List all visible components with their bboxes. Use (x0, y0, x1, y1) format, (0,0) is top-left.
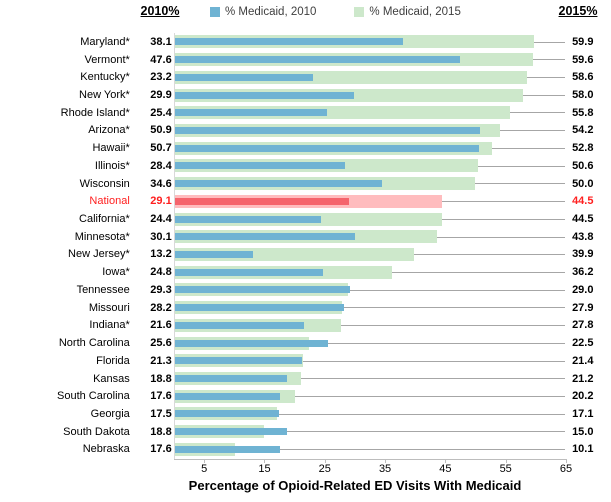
bar-area (174, 175, 565, 193)
value-2010: 24.4 (150, 213, 172, 226)
value-2010: 17.6 (150, 390, 172, 403)
bar-area (174, 405, 565, 423)
state-label: National (89, 195, 130, 208)
state-label: Nebraska (82, 443, 130, 456)
value-2015: 20.2 (572, 390, 594, 403)
bar-area (174, 441, 565, 459)
chart-row (0, 317, 611, 335)
chart-row (0, 352, 611, 370)
chart-row (0, 370, 611, 388)
chart-row (0, 175, 611, 193)
column-header-2015: 2015% (558, 4, 598, 18)
leader-line (414, 254, 565, 255)
value-2015: 52.8 (572, 142, 594, 155)
bar-area (174, 139, 565, 157)
leader-line (392, 272, 565, 273)
leader-line (475, 183, 565, 184)
value-2015: 55.8 (572, 106, 594, 119)
bar-area (174, 157, 565, 175)
x-tick-label: 35 (378, 462, 392, 475)
state-label: Iowa* (102, 266, 130, 279)
value-2010: 38.1 (150, 35, 172, 48)
bar-area (174, 334, 565, 352)
legend-label-2015: % Medicaid, 2015 (369, 6, 461, 18)
bar-area (174, 33, 565, 51)
value-2010: 30.1 (150, 230, 172, 243)
value-2015: 10.1 (572, 443, 594, 456)
chart-row (0, 104, 611, 122)
bar-area (174, 423, 565, 441)
leader-line (303, 361, 566, 362)
value-2010: 21.3 (150, 354, 172, 367)
value-2015: 44.5 (572, 195, 594, 208)
state-label: Vermont* (84, 53, 130, 66)
leader-line (350, 290, 565, 291)
bar-2010 (174, 127, 480, 134)
bar-area (174, 86, 565, 104)
legend-item-2010 (210, 6, 316, 18)
bar-2010 (174, 180, 382, 187)
bar-area (174, 122, 565, 140)
bar-area (174, 246, 565, 264)
x-axis (174, 459, 573, 475)
state-label: Minnesota* (74, 230, 130, 243)
value-2015: 27.8 (572, 319, 594, 332)
leader-line (287, 431, 565, 432)
value-2015: 50.6 (572, 159, 594, 172)
bar-2010 (174, 162, 345, 169)
state-label: North Carolina (58, 337, 130, 350)
value-2010: 24.8 (150, 266, 172, 279)
value-2010: 29.3 (150, 283, 172, 296)
chart-row (0, 157, 611, 175)
legend-item-2015 (354, 6, 460, 18)
x-tick-label: 15 (258, 462, 271, 475)
x-tick-label: 65 (559, 462, 573, 475)
value-2015: 50.0 (572, 177, 594, 190)
x-tick-label: 55 (499, 462, 512, 475)
chart-rows (0, 33, 611, 458)
bar-2010 (174, 340, 328, 347)
state-label: Kansas (93, 372, 130, 385)
value-2010: 23.2 (150, 71, 172, 84)
x-axis-title: Percentage of Opioid-Related ED Visits With Medicaid (188, 478, 522, 493)
bar-2010 (174, 198, 349, 205)
chart-row (0, 210, 611, 228)
bar-area (174, 352, 565, 370)
column-header-2010: 2010% (140, 4, 180, 18)
value-2015: 59.9 (572, 35, 594, 48)
state-label: Georgia (90, 407, 130, 420)
chart-row (0, 33, 611, 51)
state-label: Indiana* (89, 319, 130, 332)
legend-swatch-2015-icon (354, 7, 364, 17)
state-label: Illinois* (94, 159, 130, 172)
bar-2010 (174, 446, 280, 453)
value-2010: 17.6 (150, 443, 172, 456)
chart-row (0, 299, 611, 317)
legend (210, 6, 461, 18)
bar-2010 (174, 393, 280, 400)
state-label: Florida (96, 354, 130, 367)
bar-2010 (174, 304, 344, 311)
value-2010: 28.4 (150, 159, 172, 172)
state-label: Kentucky* (80, 71, 130, 84)
value-2010: 34.6 (150, 177, 172, 190)
leader-line (523, 95, 565, 96)
bar-area (174, 104, 565, 122)
chart-row (0, 192, 611, 210)
value-2010: 18.8 (150, 425, 172, 438)
value-2015: 36.2 (572, 266, 594, 279)
leader-line (510, 112, 565, 113)
state-label: South Carolina (57, 390, 130, 403)
value-2015: 39.9 (572, 248, 594, 261)
bar-2010 (174, 109, 327, 116)
leader-line (500, 130, 565, 131)
bar-2010 (174, 251, 253, 258)
state-label: New York* (79, 89, 130, 102)
leader-line (301, 378, 565, 379)
chart-row (0, 228, 611, 246)
value-2010: 21.6 (150, 319, 172, 332)
x-tick-label: 25 (318, 462, 331, 475)
value-2015: 29.0 (572, 283, 594, 296)
bar-area (174, 370, 565, 388)
value-2015: 58.0 (572, 89, 594, 102)
value-2010: 17.5 (150, 407, 172, 420)
state-label: Wisconsin (79, 177, 130, 190)
state-label: Tennessee (76, 283, 130, 296)
bar-area (174, 281, 565, 299)
chart-row (0, 86, 611, 104)
leader-line (295, 396, 565, 397)
x-tick-label: 5 (201, 462, 208, 475)
bar-area (174, 210, 565, 228)
value-2015: 54.2 (572, 124, 594, 137)
value-2010: 25.6 (150, 337, 172, 350)
value-2010: 13.2 (150, 248, 172, 261)
state-label: Maryland* (80, 35, 130, 48)
value-2015: 59.6 (572, 53, 594, 66)
leader-line (534, 42, 565, 43)
leader-line (442, 201, 565, 202)
bar-area (174, 317, 565, 335)
bar-2010 (174, 216, 321, 223)
leader-line (527, 77, 566, 78)
bar-2010 (174, 375, 287, 382)
bar-2010 (174, 233, 355, 240)
chart-row (0, 281, 611, 299)
chart-row (0, 334, 611, 352)
chart-row (0, 68, 611, 86)
bar-2010 (174, 74, 314, 81)
leader-line (341, 325, 565, 326)
legend-swatch-2010-icon (210, 7, 220, 17)
chart-row (0, 139, 611, 157)
state-label: California* (79, 213, 130, 226)
value-2015: 43.8 (572, 230, 594, 243)
chart-row (0, 51, 611, 69)
value-2010: 47.6 (150, 53, 172, 66)
leader-line (442, 219, 565, 220)
chart-row (0, 423, 611, 441)
leader-line (328, 343, 565, 344)
value-2015: 17.1 (572, 407, 594, 420)
bar-area (174, 228, 565, 246)
leader-line (280, 449, 565, 450)
value-2015: 15.0 (572, 425, 594, 438)
bar-area (174, 299, 565, 317)
value-2010: 50.9 (150, 124, 172, 137)
bar-2010 (174, 56, 461, 63)
value-2015: 58.6 (572, 71, 594, 84)
bar-2010 (174, 92, 354, 99)
bar-2010 (174, 410, 279, 417)
value-2015: 27.9 (572, 301, 594, 314)
leader-line (344, 307, 566, 308)
value-2015: 44.5 (572, 213, 594, 226)
chart-row (0, 122, 611, 140)
bar-area (174, 51, 565, 69)
bar-2010 (174, 428, 287, 435)
state-label: Arizona* (88, 124, 130, 137)
value-2015: 21.2 (572, 372, 594, 385)
bar-area (174, 387, 565, 405)
value-2010: 25.4 (150, 106, 172, 119)
state-label: Missouri (88, 301, 130, 314)
value-2015: 21.4 (572, 354, 594, 367)
chart-row (0, 405, 611, 423)
bar-2010 (174, 322, 304, 329)
leader-line (533, 59, 566, 60)
x-tick-label: 45 (439, 462, 452, 475)
plot-left-gridline (174, 33, 175, 459)
bar-2010 (174, 145, 479, 152)
leader-line (478, 166, 565, 167)
value-2010: 29.1 (150, 195, 172, 208)
value-2015: 22.5 (572, 337, 594, 350)
chart-row (0, 246, 611, 264)
leader-line (492, 148, 565, 149)
state-label: Hawaii* (92, 142, 130, 155)
chart-row (0, 387, 611, 405)
bar-2010 (174, 357, 302, 364)
state-label: New Jersey* (68, 248, 130, 261)
value-2010: 29.9 (150, 89, 172, 102)
bar-2010 (174, 286, 350, 293)
leader-line (437, 237, 565, 238)
leader-line (279, 414, 565, 415)
bar-2010 (174, 38, 403, 45)
value-2010: 28.2 (150, 301, 172, 314)
chart-row (0, 263, 611, 281)
bar-2010 (174, 269, 323, 276)
chart-row (0, 441, 611, 459)
bar-area (174, 68, 565, 86)
state-label: South Dakota (63, 425, 130, 438)
value-2010: 50.7 (150, 142, 172, 155)
value-2010: 18.8 (150, 372, 172, 385)
bar-area (174, 192, 565, 210)
bar-area (174, 263, 565, 281)
legend-label-2010: % Medicaid, 2010 (225, 6, 317, 18)
state-label: Rhode Island* (60, 106, 130, 119)
